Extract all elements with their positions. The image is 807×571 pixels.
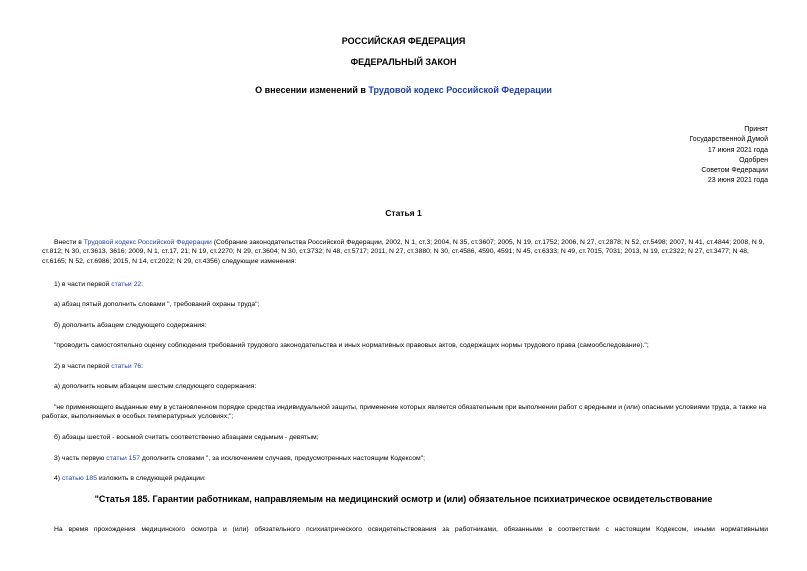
article-157-link[interactable]: статьи 157 (106, 455, 141, 462)
item-2-prefix: 2) в части первой (54, 363, 112, 370)
item-2-suffix: : (141, 363, 144, 370)
item-1b: б) дополнить абзацем следующего содержания: (54, 322, 207, 329)
article-22-link[interactable]: статьи 22 (111, 281, 142, 288)
intro-prefix: Внести в (54, 239, 84, 246)
law-title-prefix: О внесении изменений в (255, 85, 369, 95)
adoption-line-5: Советом Федерации (701, 167, 768, 175)
adoption-line-3: 17 июня 2021 года (707, 146, 768, 154)
article-185-heading: "Статья 185. Гарантии работникам, направляемым на медицинский осмотр и (или) обязательное психиатрическое освидетельствование (94, 494, 713, 504)
item-1 (42, 280, 768, 289)
intro-labor-code-link[interactable]: Трудовой кодекс Российской Федерации (83, 239, 212, 246)
adoption-line-6: 23 июня 2021 года (707, 177, 768, 185)
item-3 (42, 454, 768, 463)
item-4-prefix: 4) (54, 475, 62, 482)
law-type-heading: ФЕДЕРАЛЬНЫЙ ЗАКОН (350, 57, 457, 67)
item-1a: а) абзац пятый дополнить словами ", требований охраны труда"; (54, 301, 260, 308)
item-4-suffix: изложить в следующей редакции: (96, 475, 206, 482)
article-185-link[interactable]: статью 185 (61, 475, 97, 482)
adoption-line-4: Одобрен (739, 156, 768, 164)
item-2a: а) дополнить новым абзацем шестым следующего содержания: (54, 383, 257, 390)
item-1b-quote: "проводить самостоятельно оценку соблюдения требований трудового законодательства и иных нормативных правовых актов, содержащих нормы трудового права (самообследование)."; (54, 342, 649, 349)
adoption-line-2: Государственной Думой (689, 136, 768, 144)
article-1-heading: Статья 1 (385, 208, 422, 218)
item-1-prefix: 1) в части первой (54, 281, 112, 288)
adoption-line-1: Принят (744, 126, 768, 133)
article-185-text: На время прохождения медицинского осмотра и (или) обязательного психиатрического освидетельствования за работниками, обязанными в соответствии с настоящим Кодексом, иными нормативными (54, 526, 768, 533)
law-title (0, 85, 807, 95)
adoption-block (689, 125, 768, 187)
item-2b: б) абзацы шестой - восьмой считать соответственно абзацами седьмым - девятым; (54, 434, 319, 441)
item-3-prefix: 3) часть первую (54, 455, 107, 462)
labor-code-link[interactable]: Трудовой кодекс Российской Федерации (368, 85, 552, 95)
country-heading: РОССИЙСКАЯ ФЕДЕРАЦИЯ (341, 36, 466, 46)
intro-rest: (Собрание законодательства Российской Федерации, 2002, N 1, ст.3; 2004, N 35, ст.3607; 2005, N 19, ст.1752; 2006, N 27, ст.2878; N 52, ст.5498; 2007, N 41, ст.4844; 2008, N 9, ст.812; N 30, ст.3613, 3616; 2009, N 1, ст.17, 21; N 19, ст.2270; N 29, ст.3604; N 30, ст.3732; N 48, ст.5717; 2011, N 27, ст.3880; N 30, ст.4586, 4590, 4591; N 45, ст.6333; N 49, ст.7015, 7031; 2013, N 19, ст.2322; N 27, ст.3477; N 48, ст.6165; N 52, ст.6986; 2015, N 14, ст.2022; N 29, ст.4356) следующие изменения: (42, 239, 765, 265)
item-4 (42, 474, 768, 483)
item-2a-quote: "не применяющего выданные ему в установленном порядке средства индивидуальной защиты, применение которых является обязательным при выполнении работ с вредными и (или) опасными условиями труда, а также на работах, выполняемых в особых температурных условиях;"; (42, 404, 767, 421)
article-76-link[interactable]: статьи 76 (111, 363, 142, 370)
item-3-suffix: дополнить словами ", за исключением случаев, предусмотренных настоящим Кодексом"; (140, 455, 425, 462)
item-2 (42, 362, 768, 371)
article-1-intro (42, 238, 768, 266)
item-1-suffix: : (141, 281, 144, 288)
